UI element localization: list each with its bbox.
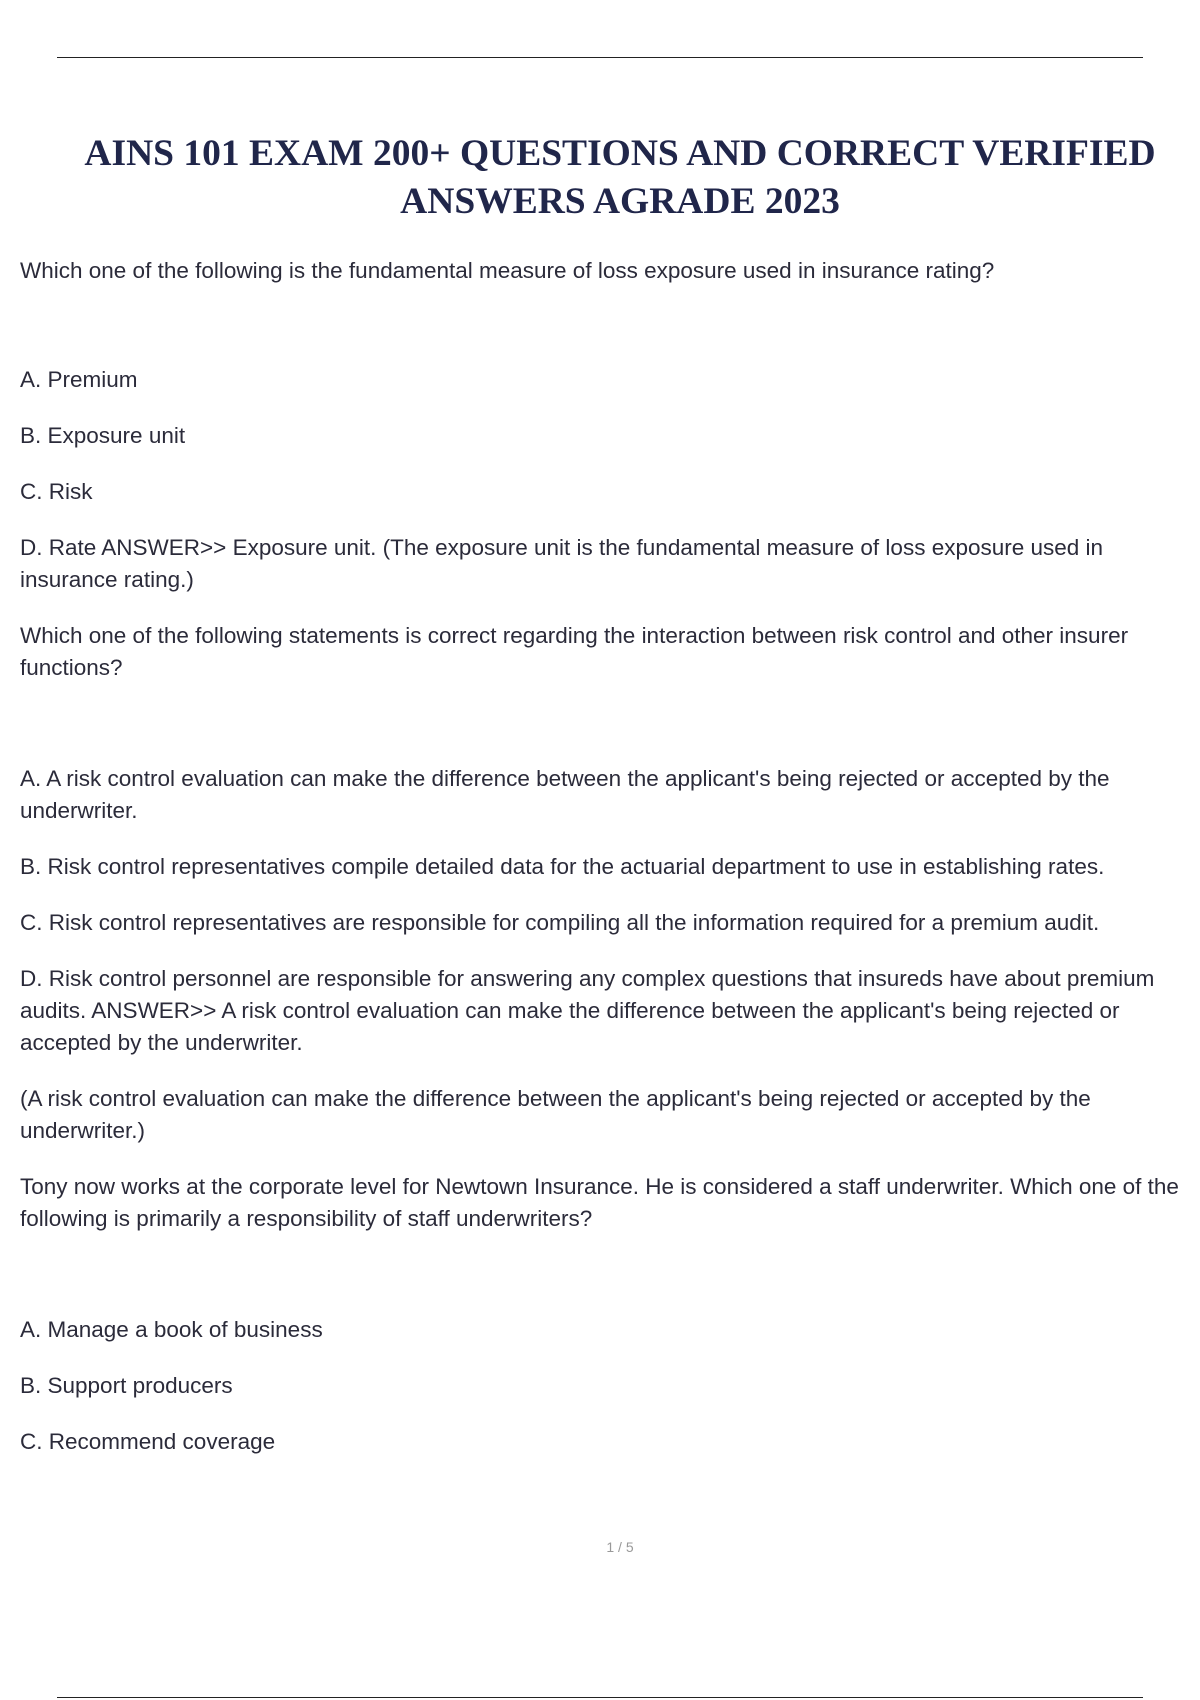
question-2-explanation: (A risk control evaluation can make the difference between the applicant's being rejected or accepted by the underwriter.) [20, 1086, 1091, 1143]
question-3-option-c: C. Recommend coverage [20, 1429, 276, 1454]
question-2-option-d-answer: D. Risk control personnel are responsible for answering any complex questions that insureds have about premium audits. ANSWER>> A risk control evaluation can make the difference between the applicant's being rejected or accepted by the underwriter. [20, 966, 1155, 1055]
title-line-1: AINS 101 EXAM 200+ QUESTIONS AND CORRECT VERIFIED [84, 133, 1156, 174]
question-2: Which one of the following statements is correct regarding the interaction between risk control and other insurer functions? [20, 623, 1129, 680]
page-indicator: 1 / 5 [606, 1539, 634, 1555]
question-1-option-d-answer: D. Rate ANSWER>> Exposure unit. (The exposure unit is the fundamental measure of loss exposure used in insurance rating.) [20, 535, 1104, 592]
question-1-option-b: B. Exposure unit [20, 423, 186, 448]
bottom-rule [57, 1697, 1143, 1698]
document-title [20, 130, 1200, 226]
title-line-2: ANSWERS AGRADE 2023 [400, 181, 840, 222]
question-3-option-a: A. Manage a book of business [20, 1317, 323, 1342]
question-1-option-a: A. Premium [20, 367, 138, 392]
document-body [20, 255, 1200, 1482]
question-3: Tony now works at the corporate level for Newtown Insurance. He is considered a staff underwriter. Which one of the following is primarily a responsibility of staff underwriters? [20, 1174, 1179, 1231]
question-1: Which one of the following is the fundamental measure of loss exposure used in insurance rating? [20, 258, 995, 283]
question-3-option-b: B. Support producers [20, 1373, 233, 1398]
top-rule [57, 57, 1143, 58]
question-2-option-c: C. Risk control representatives are responsible for compiling all the information required for a premium audit. [20, 910, 1100, 935]
question-2-option-b: B. Risk control representatives compile detailed data for the actuarial department to use in establishing rates. [20, 854, 1105, 879]
question-1-option-c: C. Risk [20, 479, 93, 504]
question-2-option-a: A. A risk control evaluation can make the difference between the applicant's being rejected or accepted by the underwriter. [20, 766, 1110, 823]
